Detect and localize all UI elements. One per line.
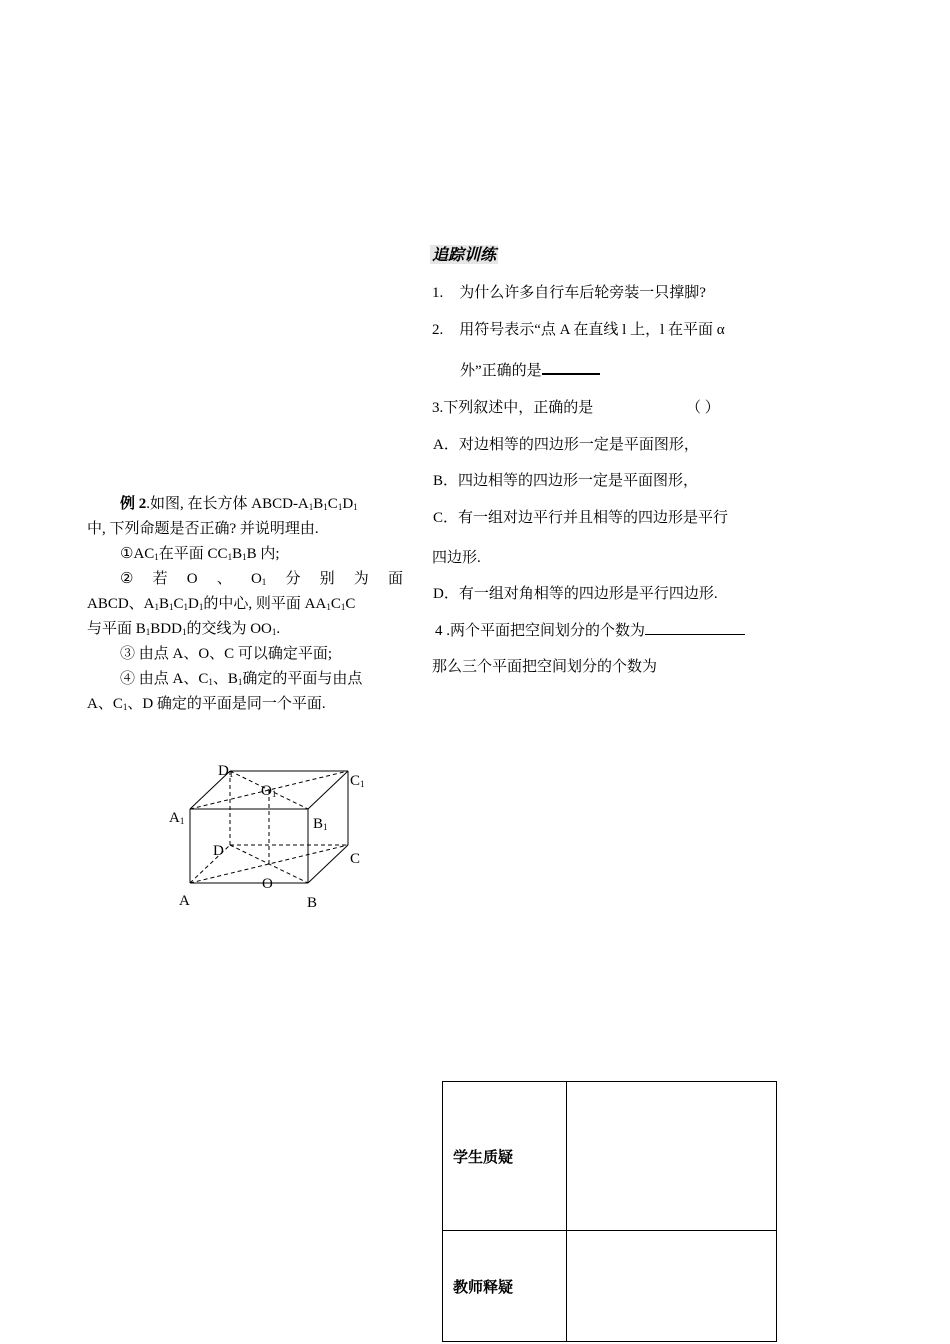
teacher-answer-label: 教师释疑 xyxy=(443,1231,567,1342)
label-o1: $O_1$ xyxy=(261,783,277,799)
label-b: B xyxy=(307,895,318,911)
label-a: A xyxy=(179,893,190,909)
student-question-cell[interactable] xyxy=(567,1082,777,1231)
practice-q2-line2: 外”正确的是 xyxy=(460,361,600,381)
example-item2-line3: 与平面 $B_1BDD_1$的交线为 $OO_1$. xyxy=(87,621,281,637)
qa-row-teacher xyxy=(443,1231,777,1342)
practice-q3-paren: （ ） xyxy=(686,400,720,416)
example-item1: $①AC_1$在平面 $CC_1B_1B$ 内; xyxy=(120,546,280,562)
practice-q4-line1: 4 .两个平面把空间划分的个数为 xyxy=(435,621,745,641)
practice-option-d: D．有一组对角相等的四边形是平行四边形. xyxy=(433,586,718,602)
label-c1: $C_1$ xyxy=(350,773,365,789)
edge-ad-hidden xyxy=(190,845,230,883)
edge-bc xyxy=(308,845,348,883)
practice-option-b: B．四边相等的四边形一定是平面图形， xyxy=(433,473,699,489)
example-intro-line2: 中, 下列命题是否正确? 并说明理由. xyxy=(87,521,319,537)
practice-q4-line2: 那么三个平面把空间划分的个数为 xyxy=(432,659,658,675)
qa-row-student xyxy=(443,1082,777,1231)
practice-option-c-line2: 四边形. xyxy=(432,550,481,566)
student-question-label: 学生质疑 xyxy=(443,1082,567,1231)
answer-blank-q2[interactable] xyxy=(542,373,600,375)
example-item4-line1: ④ 由点 A、$C_1$、$B_1$确定的平面与由点 xyxy=(120,671,363,687)
label-b1: $B_1$ xyxy=(313,816,328,832)
example-item2-line2: ABCD、$A_1B_1C_1D_1$的中心, 则平面 $AA_1C_1C$ xyxy=(87,596,356,612)
practice-heading: 追踪训练 xyxy=(432,245,497,264)
practice-q2-line1: 2. 用符号表示“点 A 在直线 l 上，l 在平面 α xyxy=(432,322,725,338)
label-c: C xyxy=(350,851,361,867)
label-d1: $D_1$ xyxy=(218,763,234,779)
practice-q1: 1. 为什么许多自行车后轮旁装一只撑脚? xyxy=(432,285,706,301)
practice-option-a: A．对边相等的四边形一定是平面图形， xyxy=(433,437,699,453)
label-d: D xyxy=(213,843,224,859)
practice-option-c-line1: C．有一组对边平行并且相等的四边形是平行 xyxy=(433,510,729,526)
label-o: O xyxy=(262,876,273,892)
example-item4-line2: A、$C_1$、D 确定的平面是同一个平面. xyxy=(87,696,326,712)
example-item2-line1: ② 若 O 、 $O_1$ 分 别 为 面 xyxy=(120,571,403,587)
teacher-answer-cell[interactable] xyxy=(567,1231,777,1342)
practice-q3: 3.下列叙述中，正确的是 xyxy=(432,400,594,416)
example-intro-line1: 例 2.如图, 在长方体 ABCD-$A_1B_1C_1D_1$ xyxy=(120,496,358,512)
answer-blank-q4[interactable] xyxy=(645,634,745,635)
example-title: 例 2 xyxy=(120,496,147,512)
example-item3: ③ 由点 A、O、C 可以确定平面; xyxy=(120,646,333,662)
qa-table xyxy=(442,1081,777,1342)
edge-b1c1 xyxy=(308,771,348,809)
label-a1: $A_1$ xyxy=(169,810,185,826)
